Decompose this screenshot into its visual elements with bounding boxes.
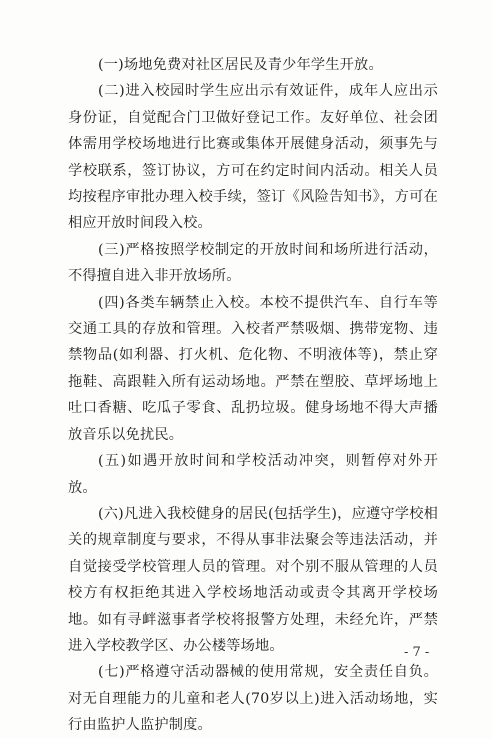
page-number: - 7 -: [404, 645, 430, 660]
rule-paragraph-7: (七)严格遵守活动器械的使用常规，安全责任自负。对无自理能力的儿童和老人(70岁以上)进入活动场地，实行由监护人监护制度。: [68, 664, 438, 734]
rule-paragraph-3: (三)严格按照学校制定的开放时间和场所进行活动，不得擅自进入非开放场所。: [68, 241, 438, 285]
rule-paragraph-5: (五)如遇开放时间和学校活动冲突，则暂停对外开放。: [68, 453, 438, 496]
rule-paragraph-2: (二)进入校园时学生应出示有效证件，成年人应出示身份证，自觉配合门卫做好登记工作。友好单位、社会团体需用学校场地进行比赛或集体开展健身活动，须事先与学校联系，签订协议，方可在约定时间内活动。相关人员均按程序审批办理入校手续，签订《风险告知书》，方可在相应开放时间段入校。: [68, 83, 438, 232]
document-body: [68, 52, 438, 739]
rule-paragraph-6: (六)凡进入我校健身的居民(包括学生)，应遵守学校相关的规章制度与要求，不得从事非法聚会等违法活动，并自觉接受学校管理人员的管理。对个别不服从管理的人员校方有权拒绝其进入学校场地活动或责令其离开学校场地。如有寻衅滋事者学校将报警方处理，未经允许，严禁进入学校教学区、办公楼等场地。: [68, 505, 438, 654]
rule-paragraph-1: (一)场地免费对社区居民及青少年学生开放。: [98, 57, 383, 73]
rule-paragraph-4: (四)各类车辆禁止入校。本校不提供汽车、自行车等交通工具的存放和管理。入校者严禁吸烟、携带宠物、违禁物品(如利器、打火机、危化物、不明液体等)，禁止穿拖鞋、高跟鞋入所有运动场地。严禁在塑胶、草坪场地上吐口香糖、吃瓜子零食、乱扔垃圾。健身场地不得大声播放音乐以免扰民。: [68, 294, 438, 443]
